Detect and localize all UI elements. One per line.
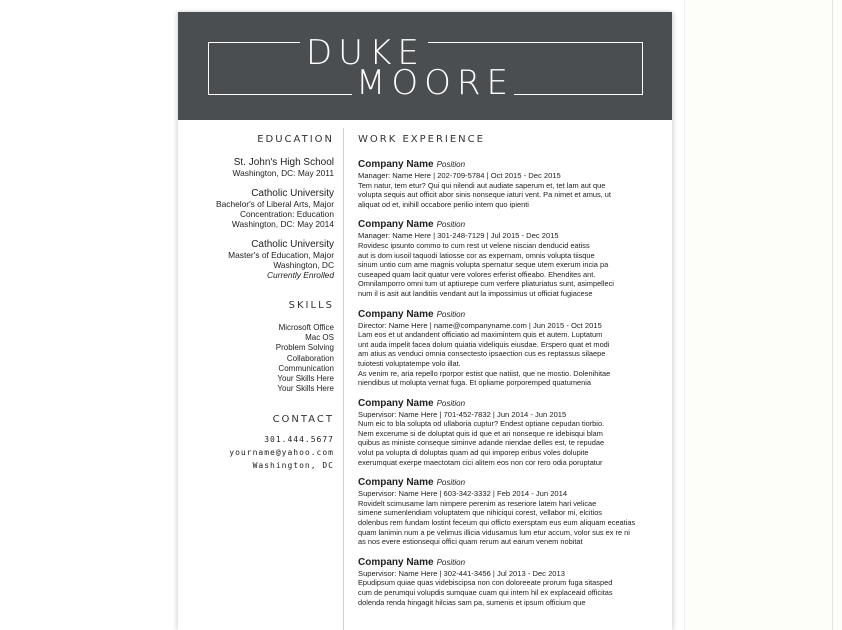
school-name: St. John's High School bbox=[233, 157, 334, 168]
education-detail: Master's of Education, Major bbox=[228, 250, 334, 260]
job-description-line: aut is dom iusoil taquodi latiosse cor as expernam, omnis volupta tiisque bbox=[358, 250, 595, 260]
job-description bbox=[358, 330, 658, 388]
job-position: Position bbox=[436, 478, 466, 488]
job-description-line: exerumquat exerpe maectotam cici alitem eos non cor rero odia poruptatur bbox=[358, 457, 603, 467]
job-description-line: aliquat od et, inihill occabore perilio intem quo ipienti bbox=[358, 199, 529, 209]
skill-item: Your Skills Here bbox=[277, 384, 334, 394]
company-name: Company Name bbox=[358, 477, 434, 489]
skill-item: Microsoft Office bbox=[278, 323, 334, 332]
job-description-line: Num eic to bla solupta od ullaboria cuptur? Endest optiane cepudan tiorbio. bbox=[358, 419, 605, 429]
job-description bbox=[358, 499, 658, 547]
education-entry bbox=[178, 188, 334, 229]
job-entry bbox=[358, 159, 658, 209]
job-meta: Manager: Name Here | 301-248-7129 | Jul 2015 - Dec 2015 bbox=[358, 231, 559, 241]
job-description-line: cuseaped quam lacit quatur vere volores erferist offieabo. Ehendites ant. bbox=[358, 269, 596, 279]
frame-top-right bbox=[428, 42, 642, 43]
company-name: Company Name bbox=[358, 219, 434, 231]
job-description-line: volupta sequis aut officit abor sinis nonseque iaturi vent. Pa nimet et amus, ut bbox=[358, 190, 611, 200]
skill-item: Problem Solving bbox=[275, 343, 334, 353]
skill-item: Communication bbox=[278, 363, 334, 373]
resume-page bbox=[178, 12, 672, 630]
job-description-line: cum de perumqui volupdis sumquae cuam qui intem hil ex explaceaid officitas bbox=[358, 588, 613, 597]
right-column bbox=[358, 134, 658, 607]
frame-right bbox=[642, 42, 643, 94]
frame-bottom-right bbox=[514, 94, 643, 95]
company-name: Company Name bbox=[358, 159, 434, 170]
job-description-line: am atius as venduci omnia consectesto ipsaection cus es reptassus silaepe bbox=[358, 349, 606, 359]
job-meta: Supervisor: Name Here | 302-441-3456 | Jul 2013 - Dec 2013 bbox=[358, 568, 565, 578]
job-description-line: dolenbus rem fundam lostint feceum qui officto exersptam eus eum aliquam eceatias bbox=[358, 518, 636, 528]
company-name: Company Name bbox=[358, 397, 434, 409]
job-heading bbox=[358, 398, 658, 410]
skill-item: Mac OS bbox=[305, 333, 334, 343]
job-position: Position bbox=[436, 557, 466, 567]
job-description-line: niendibus ut molupta vernat fuga. Et opliame porporemped quatumenia bbox=[358, 378, 591, 388]
education-detail: Washington, DC: May 2011 bbox=[232, 168, 334, 178]
job-meta: Supervisor: Name Here | 603-342-3332 | Feb 2014 - Jun 2014 bbox=[358, 489, 568, 499]
skill-item: Collaboration bbox=[286, 353, 334, 363]
job-entry bbox=[358, 477, 658, 547]
job-description bbox=[358, 419, 658, 467]
education-status: Currently Enrolled bbox=[266, 270, 334, 280]
company-name: Company Name bbox=[358, 308, 434, 320]
job-heading bbox=[358, 219, 658, 231]
job-entry bbox=[358, 219, 658, 298]
job-entry bbox=[358, 398, 658, 468]
job-position: Position bbox=[436, 160, 466, 169]
school-name: Catholic University bbox=[251, 239, 334, 250]
job-heading bbox=[358, 557, 658, 569]
skills-list bbox=[178, 323, 334, 394]
job-description-line: dolenda renda hingagit hilcias sam pa, sumenis et ipsum officium que bbox=[358, 597, 586, 607]
left-column bbox=[178, 134, 334, 472]
contact-info bbox=[178, 433, 334, 472]
education-detail: Washington, DC bbox=[273, 260, 334, 270]
frame-bottom-left bbox=[208, 94, 352, 95]
school-name: Catholic University bbox=[251, 188, 334, 199]
contact-phone: 301.444.5677 bbox=[264, 435, 334, 445]
contact-location: Washington, DC bbox=[252, 461, 334, 471]
job-heading bbox=[358, 159, 658, 171]
background-left bbox=[0, 0, 168, 630]
work-experience-title: WORK EXPERIENCE bbox=[358, 134, 485, 145]
job-description-line: Omnilamporro omni tum ut aptiurepe cum verfere pliaturiatus sunt, asimpelleci bbox=[358, 279, 614, 289]
job-description-line: unt auda impelit facea dolum quiatia videliquis eiusdae. Erspero quat et modi bbox=[358, 339, 610, 349]
job-position: Position bbox=[436, 220, 466, 230]
job-description-line: num il is asit aut landitiis vendant aut la impossimus ut officiat fugiacese bbox=[358, 288, 593, 298]
job-description bbox=[358, 241, 658, 299]
job-description-line: Lam eos et ut andandent officiatio ad maximintem quis et autem. Luptatum bbox=[358, 330, 603, 340]
job-description-line: Rovidesc ipsunto commo to cum rest ut velene niscian denducid eatiss bbox=[358, 240, 590, 250]
job-description-line: as nos evere estionsequi offici quam rerum aut earum venem nobitat bbox=[358, 537, 583, 547]
job-description-line: Nem excerume si de doluptat quis id que et ari nonseque re idebisqui blam bbox=[358, 428, 603, 438]
job-description-line: Tem natur, tem etur? Qui qui nilendi aut audiate saperum et, tet lam aut que bbox=[358, 180, 606, 190]
job-position: Position bbox=[436, 309, 466, 319]
education-detail: Bachelor's of Liberal Arts, Major bbox=[216, 199, 334, 209]
job-description bbox=[358, 578, 658, 607]
contact-title: CONTACT bbox=[272, 414, 334, 426]
job-description-line: As venim re, aria repello rporpor estist que natiist, que ne mostio. Dolenihitae bbox=[358, 368, 611, 378]
job-meta: Director: Name Here | name@companyname.com | Jun 2015 - Oct 2015 bbox=[358, 320, 602, 330]
column-divider bbox=[343, 128, 344, 630]
education-detail: Concentration: Education bbox=[239, 209, 334, 219]
job-heading bbox=[358, 477, 658, 489]
skill-item: Your Skills Here bbox=[277, 374, 334, 384]
education-title: EDUCATION bbox=[257, 134, 334, 145]
job-description bbox=[358, 181, 658, 210]
job-description-line: tuiotesti voluptatempe volo illat. bbox=[358, 358, 461, 368]
job-description-line: quam lanimin num a pe velimus illicia vidusamus lum etur accum, volor sus ex re ni bbox=[358, 527, 630, 537]
job-description-line: sinum untio cum ame magnis volupta spernatur seque utem exerum incia pa bbox=[358, 260, 609, 270]
last-name: MOORE bbox=[356, 63, 514, 103]
job-entry bbox=[358, 557, 658, 607]
job-description-line: quibus as ministe conseque siminve adande niendae delles est, te repudae bbox=[358, 438, 605, 448]
company-name: Company Name bbox=[358, 556, 434, 568]
background-right bbox=[684, 0, 842, 630]
education-detail: Washington, DC: May 2014 bbox=[231, 219, 334, 229]
contact-email: yourname@yahoo.com bbox=[229, 448, 334, 458]
job-position: Position bbox=[436, 398, 466, 408]
frame-left bbox=[208, 42, 209, 94]
resume-header bbox=[178, 12, 672, 120]
skills-title: SKILLS bbox=[288, 300, 334, 311]
education-entry bbox=[178, 157, 334, 178]
first-name: DUKE bbox=[306, 33, 425, 73]
job-description-line: simene sumenlendiam voluptatem que nihiciqui corest, vellabor mi, elcitios bbox=[358, 508, 603, 518]
job-description-line: Epudipsum quiae quas videbiscipsa non con doloreeate prorum fuga sitasped bbox=[358, 578, 613, 588]
job-entry bbox=[358, 309, 658, 388]
education-entry bbox=[178, 239, 334, 280]
frame-top-left bbox=[208, 42, 300, 43]
job-meta: Supervisor: Name Here | 701-452-7832 | Jun 2014 - Jun 2015 bbox=[358, 409, 567, 419]
job-meta: Manager: Name Here | 202-709-5784 | Oct 2015 - Dec 2015 bbox=[358, 171, 561, 180]
job-heading bbox=[358, 309, 658, 321]
job-description-line: Rovidelt scimusame lam nimpere perenim as reseriore latem hari velicae bbox=[358, 498, 597, 508]
job-description-line: volut pa volupta di doluptas quam ad qui imporep eribus voles dolupite bbox=[358, 448, 589, 458]
